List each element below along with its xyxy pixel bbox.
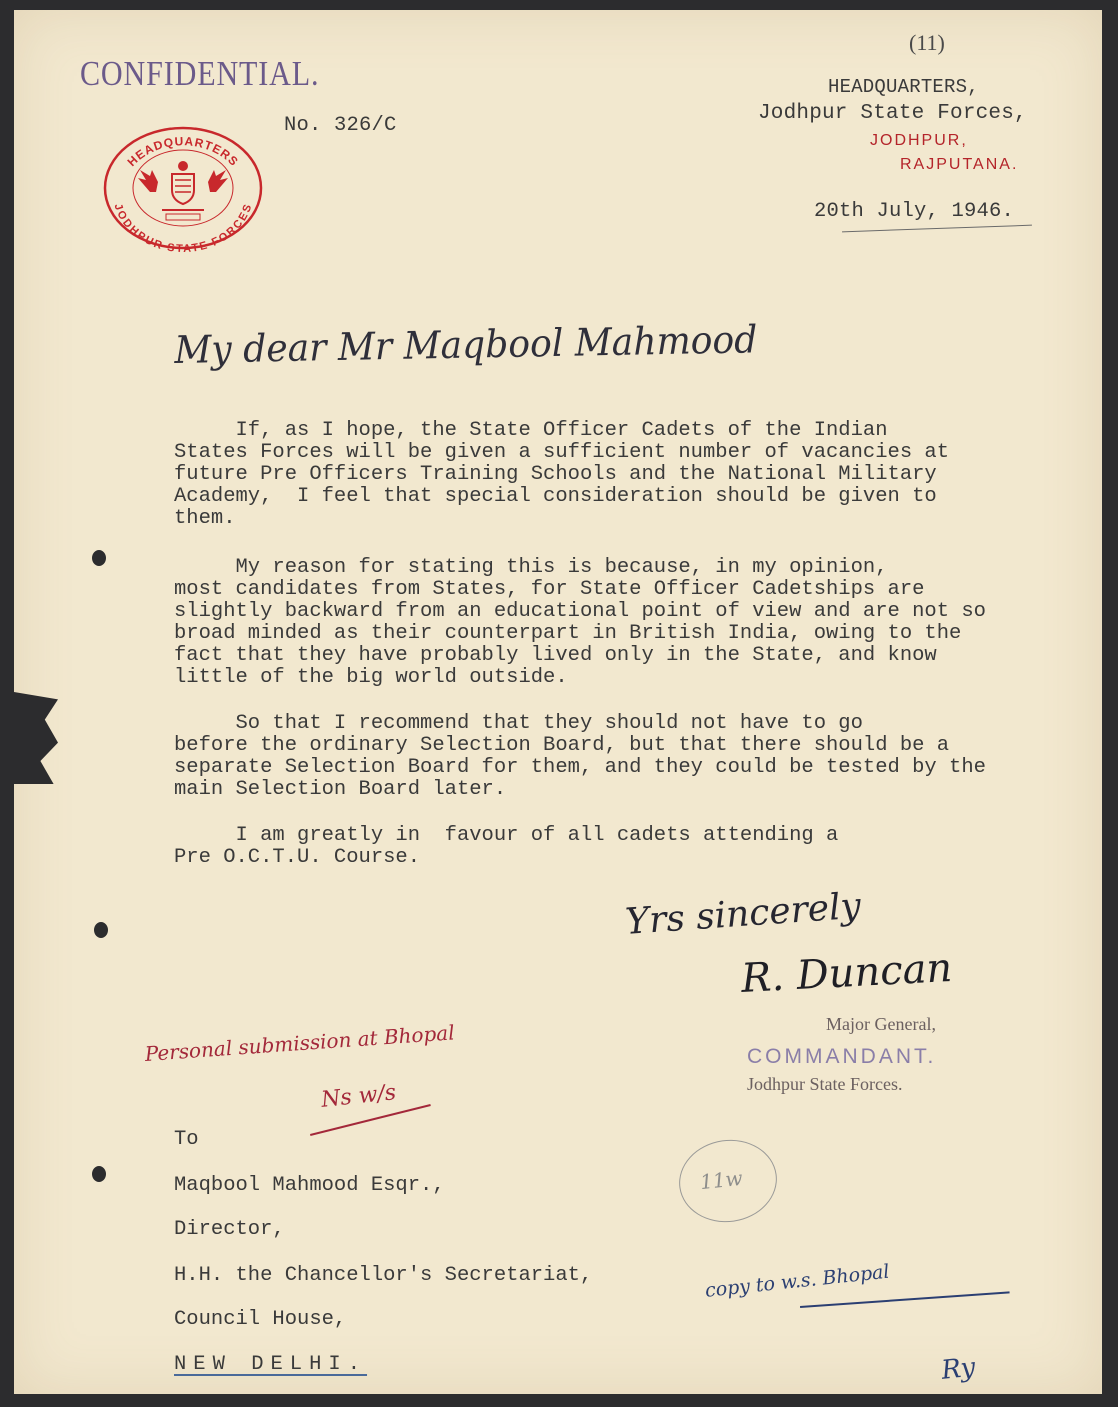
- handwritten-salutation: My dear Mr Maqbool Mahmood: [174, 317, 758, 372]
- red-ink-annotation: Personal submission at Bhopal: [144, 1020, 456, 1066]
- punch-hole: [92, 550, 106, 566]
- letter-paper: [14, 10, 1102, 1394]
- punch-hole: [94, 922, 108, 938]
- letterhead-region: RAJPUTANA.: [900, 156, 1019, 173]
- recipient-name: Maqbool Mahmood Esqr.,: [174, 1174, 445, 1197]
- blue-ink-initial: Ry: [940, 1352, 977, 1386]
- recipient-building: Council House,: [174, 1308, 347, 1331]
- body-paragraph-1: If, as I hope, the State Officer Cadets of the Indian States Forces will be given a sufficient number of vacancies at future Pre Officers Training Schools and the National Military Academy, I feel that special consideration should be given to them.: [174, 419, 950, 530]
- commandant-stamp: COMMANDANT.: [747, 1045, 937, 1068]
- body-paragraph-3: So that I recommend that they should not have to go before the ordinary Selection Board, but that there should be a separate Selection Board for them, and they could be tested by the main Selection Board later.: [174, 712, 986, 801]
- letterhead-unit: Jodhpur State Forces,: [758, 102, 1027, 125]
- signatory-unit: Jodhpur State Forces.: [747, 1074, 903, 1094]
- letterhead-city: JODHPUR,: [870, 132, 968, 149]
- letterhead-headquarters: HEADQUARTERS,: [828, 76, 979, 98]
- recipient-city: NEW DELHI.: [174, 1353, 368, 1376]
- letter-date: 20th July, 1946.: [814, 200, 1015, 223]
- recipient-position: Director,: [174, 1218, 285, 1241]
- blue-ink-underline: [800, 1291, 1010, 1308]
- body-paragraph-2: My reason for stating this is because, in my opinion, most candidates from States, for State Officer Cadetships are slightly backward from an educational point of view and are not so broad minded as their counterpart in British India, owing to the fact that they have probably lived only in the State, and know little of the big world outside.: [174, 556, 986, 689]
- body-paragraph-4: I am greatly in favour of all cadets attending a Pre O.C.T.U. Course.: [174, 824, 839, 869]
- recipient-office: H.H. the Chancellor's Secretariat,: [174, 1264, 593, 1287]
- red-ink-initials: Ns w/s: [320, 1080, 398, 1113]
- reference-number: No. 326/C: [284, 114, 397, 137]
- signatory-rank: Major General,: [826, 1014, 936, 1034]
- blue-ink-annotation: copy to w.s. Bhopal: [704, 1260, 891, 1302]
- torn-edge: [14, 692, 58, 784]
- jodhpur-seal-emblem: [100, 122, 266, 252]
- pencil-annotation: 11w: [698, 1165, 744, 1195]
- handwritten-closing: Yrs sincerely: [624, 885, 863, 943]
- signature: R. Duncan: [740, 944, 954, 1002]
- punch-hole: [92, 1166, 106, 1182]
- manuscript-number: (11): [909, 30, 945, 55]
- confidential-stamp: CONFIDENTIAL.: [80, 54, 320, 93]
- recipient-to: To: [174, 1128, 199, 1151]
- date-underline: [842, 225, 1032, 233]
- seal-bottom-text: JODHPUR STATE FORCES: [111, 202, 255, 252]
- seal-top-text: HEADQUARTERS: [124, 134, 242, 170]
